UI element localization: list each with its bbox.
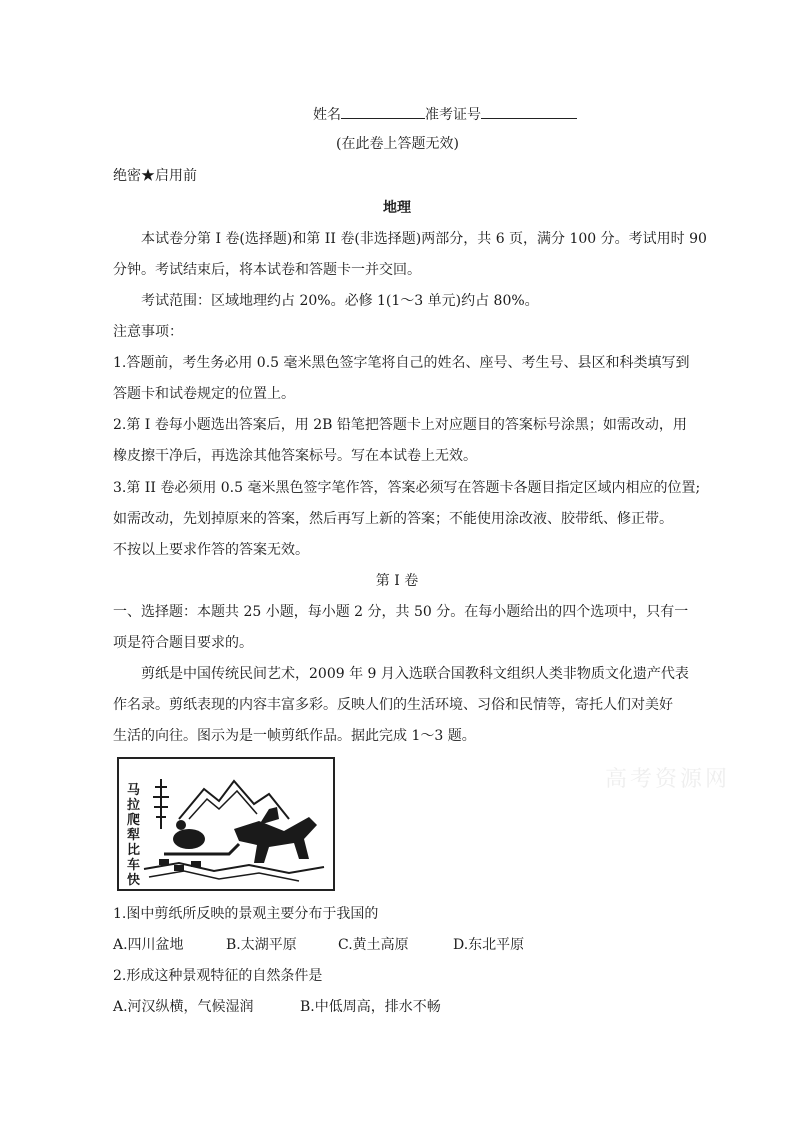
papercut-figure: [117, 757, 335, 891]
question-stem: 2.形成这种景观特征的自然条件是: [113, 968, 323, 984]
section-heading: 项是符合题目要求的。: [113, 635, 253, 651]
passage-line: 作名录。剪纸表现的内容丰富多彩。反映人们的生活环境、习俗和民情等，寄托人们对美好: [113, 697, 673, 713]
option-a: A.河汉纵横，气候湿润: [113, 999, 254, 1015]
option-a: A.四川盆地: [113, 937, 184, 953]
note-item: 不按以上要求作答的答案无效。: [113, 542, 309, 558]
papercut-inscription: 马拉爬犁比车快: [127, 783, 141, 888]
notes-heading: 注意事项：: [113, 324, 183, 340]
passage-line: 生活的向往。图示为是一帧剪纸作品。据此完成 1～3 题。: [113, 728, 476, 744]
passage-line: 剪纸是中国传统民间艺术，2009 年 9 月入选联合国教科文组织人类非物质文化遗产代表: [141, 666, 689, 682]
section-heading: 一、选择题：本题共 25 小题，每小题 2 分，共 50 分。在每小题给出的四个选项中，只有一: [113, 604, 689, 620]
option-d: D.东北平原: [453, 937, 525, 953]
papercut-illustration: [119, 759, 333, 889]
invalid-note: (在此卷上答题无效): [336, 136, 459, 152]
intro-line: 本试卷分第 I 卷(选择题)和第 II 卷(非选择题)两部分，共 6 页，满分 100 分。考试用时 90: [141, 231, 707, 247]
note-item: 3.第 II 卷必须用 0.5 毫米黑色签字笔作答，答案必须写在答题卡各题目指定区域内相应的位置;: [113, 480, 701, 496]
name-label: 姓名: [313, 107, 341, 123]
secret-label: 绝密★启用前: [113, 168, 197, 184]
question-stem: 1.图中剪纸所反映的景观主要分布于我国的: [113, 906, 379, 922]
note-item: 答题卡和试卷规定的位置上。: [113, 386, 295, 402]
exam-scope: 考试范围：区域地理约占 20%。必修 1(1～3 单元)约占 80%。: [141, 293, 539, 309]
option-b: B.太湖平原: [226, 937, 297, 953]
candidate-info: [313, 104, 577, 125]
intro-line: 分钟。考试结束后，将本试卷和答题卡一并交回。: [113, 262, 421, 278]
subject-title: 地理: [383, 200, 411, 216]
note-item: 如需改动，先划掉原来的答案，然后再写上新的答案；不能使用涂改液、胶带纸、修正带。: [113, 511, 673, 527]
name-blank[interactable]: [341, 104, 425, 119]
exam-number-label: 准考证号: [425, 107, 481, 123]
part-title: 第 I 卷: [375, 573, 419, 589]
note-item: 橡皮擦干净后，再选涂其他答案标号。写在本试卷上无效。: [113, 448, 477, 464]
option-c: C.黄土高原: [338, 937, 409, 953]
watermark: 高考资源网: [605, 767, 731, 792]
note-item: 1.答题前，考生务必用 0.5 毫米黑色签字笔将自己的姓名、座号、考生号、县区和科类填写到: [113, 355, 690, 371]
note-item: 2.第 I 卷每小题选出答案后，用 2B 铅笔把答题卡上对应题目的答案标号涂黑；如需改动，用: [113, 417, 687, 433]
exam-number-blank[interactable]: [481, 104, 577, 119]
option-b: B.中低周高，排水不畅: [300, 999, 441, 1015]
